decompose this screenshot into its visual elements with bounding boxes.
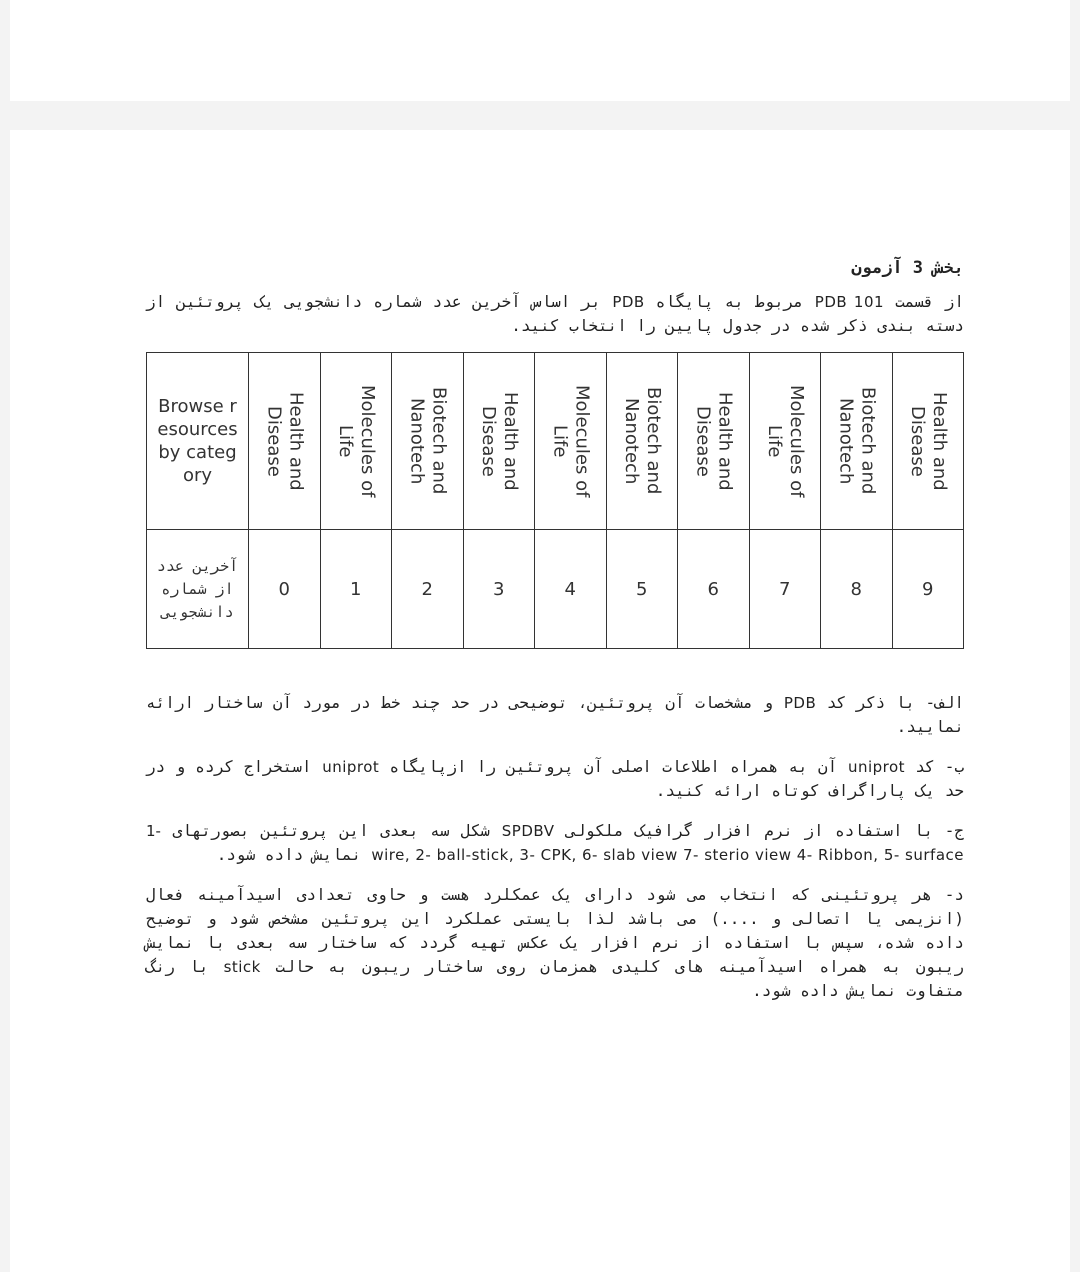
category-cell bbox=[535, 353, 607, 530]
category-label: Molecules of Life bbox=[549, 384, 593, 498]
page-content bbox=[146, 258, 964, 1019]
spdbv-term: SPDBV bbox=[501, 822, 555, 840]
pdb-term: PDB bbox=[783, 694, 817, 712]
questions bbox=[146, 691, 964, 1003]
digit-cell: 7 bbox=[749, 530, 821, 649]
digit-cell: 4 bbox=[535, 530, 607, 649]
category-cell bbox=[606, 353, 678, 530]
category-header-row bbox=[147, 353, 964, 530]
digit-cell: 6 bbox=[678, 530, 750, 649]
digit-cell: 3 bbox=[463, 530, 535, 649]
category-cell bbox=[678, 353, 750, 530]
question-be: ب- کد uniprot آن به همراه اطلاعات اصلی آن پروتئین را ازپایگاه uniprot استخراج کرده و در حد یک پاراگراف کوتاه ارائه کنید. bbox=[146, 757, 965, 800]
category-cell bbox=[249, 353, 321, 530]
browse-header-cell bbox=[147, 353, 249, 530]
category-label: Biotech and Nanotech bbox=[835, 387, 879, 495]
question-jim: ج- با استفاده از نرم افزار گرافیک ملکولی SPDBV شکل سه بعدی این پروتئین بصورتهای 1- wire, 2- ball-stick, 3- CPK, 6- slab view 7- sterio view 4- Ribbon, 5- surface نمایش داده شود. bbox=[146, 821, 965, 864]
intro-paragraph: از قسمت PDB 101 مربوط به پایگاه PDB بر اساس آخرین عدد شماره دانشجویی یک پروتئین از دسته بندی ذکر شده در جدول پایین را انتخاب کنید. bbox=[146, 292, 965, 335]
category-cell bbox=[320, 353, 392, 530]
browse-header: Browse resources by category bbox=[157, 396, 238, 486]
pdb-term: PDB bbox=[612, 293, 645, 311]
category-table bbox=[146, 352, 964, 649]
digit-cell: 9 bbox=[892, 530, 964, 649]
digit-row bbox=[147, 530, 964, 649]
digit-cell: 1 bbox=[320, 530, 392, 649]
previous-page bbox=[10, 0, 1070, 101]
question-dal: د- هر پروتئینی که انتخاب می شود دارای یک عمکلرد هست و حاوی تعدادی اسیدآمینه فعال (انزیمی یا اتصالی و ....) می باشد لذا بایستی عملکرد این پروتئین مشخص شود و توضیح داده شده، سپس با استفاده از نرم افزار یک عکس تهیه گردد که ساختار سه بعدی با نمایش ریبون به همراه اسیدآمینه های کلیدی همزمان روی ساختار ریبون به حالت stick با رنگ متفاوت نمایش داده شود. bbox=[146, 885, 965, 1000]
view-modes-list: 1- wire, 2- ball-stick, 3- CPK, 6- slab view 7- sterio view 4- Ribbon, 5- surface bbox=[146, 822, 964, 864]
pdb101-term: PDB 101 bbox=[814, 293, 885, 311]
category-cell bbox=[392, 353, 464, 530]
category-label: Molecules of Life bbox=[763, 384, 807, 498]
question-alef: الف- با ذکر کد PDB و مشخصات آن پروتئین، توضیحی در حد چند خط در مورد آن ساختار ارائه نمایید. bbox=[146, 693, 964, 736]
uniprot-term: uniprot bbox=[322, 758, 380, 776]
row-label-cell bbox=[147, 530, 249, 649]
uniprot-term: uniprot bbox=[847, 758, 906, 776]
digit-cell: 5 bbox=[606, 530, 678, 649]
section-title: بخش 3 آزمون bbox=[851, 258, 964, 278]
category-label: Molecules of Life bbox=[334, 384, 378, 498]
digit-cell: 0 bbox=[249, 530, 321, 649]
category-label: Biotech and Nanotech bbox=[406, 387, 450, 495]
category-label: Health and Disease bbox=[692, 391, 736, 491]
document-page bbox=[10, 130, 1070, 1272]
stick-term: stick bbox=[223, 958, 261, 976]
category-label: Health and Disease bbox=[906, 391, 950, 491]
category-label: Biotech and Nanotech bbox=[620, 387, 664, 495]
category-label: Health and Disease bbox=[263, 391, 307, 491]
category-cell bbox=[463, 353, 535, 530]
category-label: Health and Disease bbox=[477, 391, 521, 491]
category-cell bbox=[892, 353, 964, 530]
row-label: آخرین عدد از شماره دانشجویی bbox=[156, 556, 239, 621]
category-cell bbox=[749, 353, 821, 530]
digit-cell: 8 bbox=[821, 530, 893, 649]
digit-cell: 2 bbox=[392, 530, 464, 649]
category-cell bbox=[821, 353, 893, 530]
